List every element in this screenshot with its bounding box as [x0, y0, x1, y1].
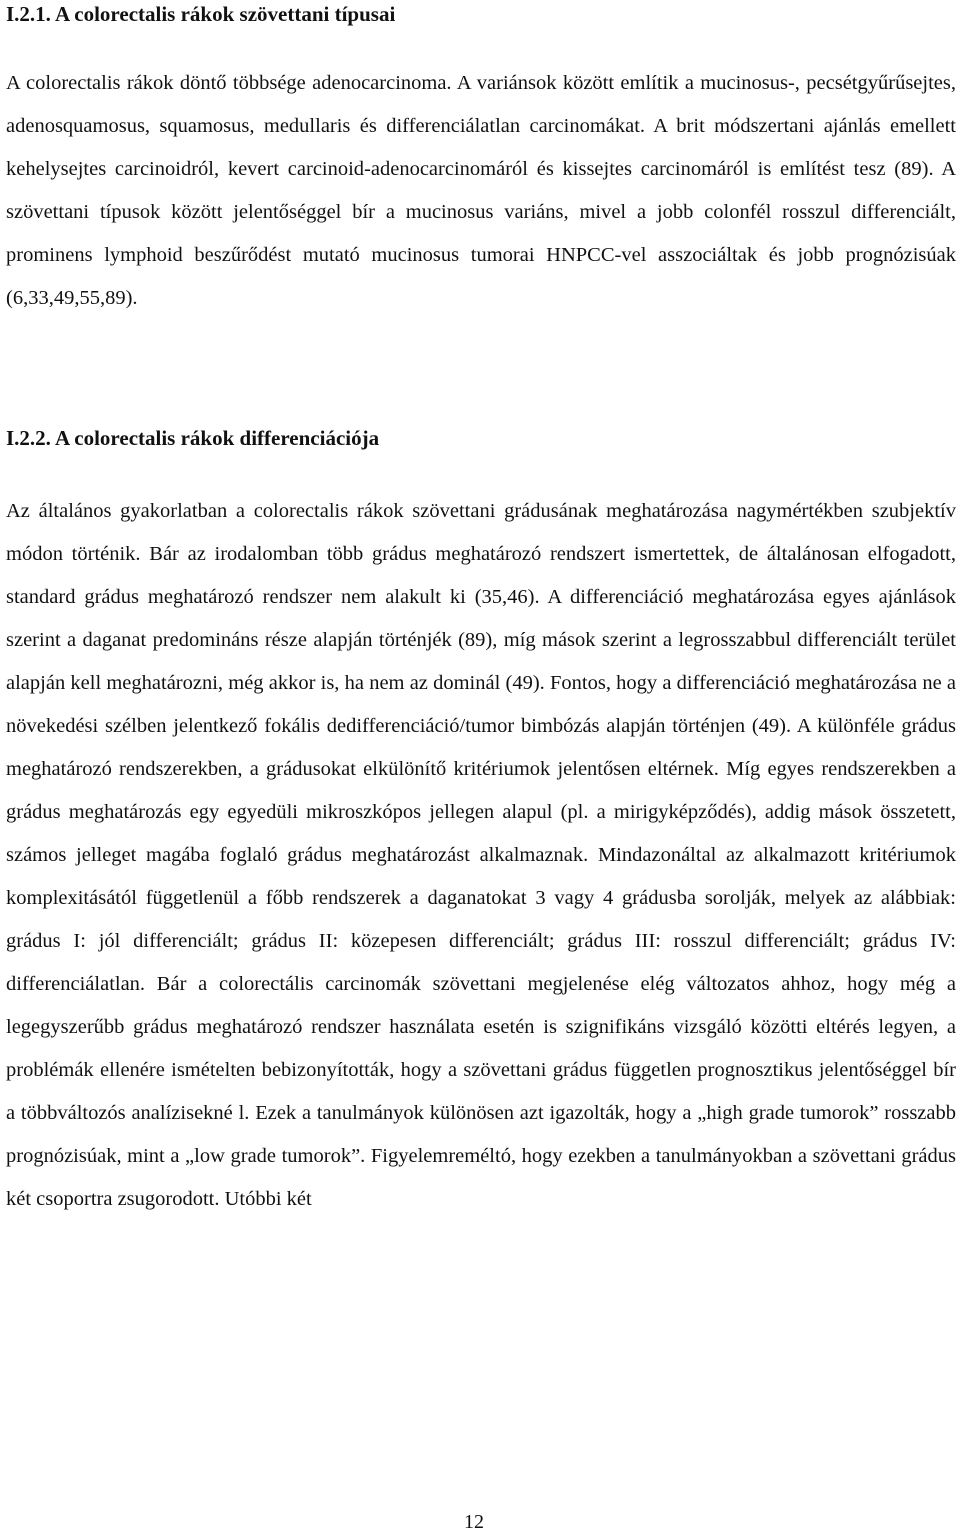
- section-paragraph-2-1: A colorectalis rákok döntő többsége adenocarcinoma. A variánsok között említik a mucinosus-, pecsétgyűrűsejtes, adenosquamosus, squamosus, medullaris és differenciálatlan carcinomákat. A brit módszertani ajánlás emellett kehelysejtes carcinoidról, kevert carcinoid-adenocarcinomáról és kissejtes carcinomáról is említést tesz (89). A szövettani típusok között jelentőséggel bír a mucinosus variáns, mivel a jobb colonfél rosszul differenciált, prominens lymphoid beszűrődést mutató mucinosus tumorai HNPCC-vel asszociáltak és jobb prognózisúak (6,33,49,55,89).: [6, 72, 956, 309]
- section-heading-2-1: I.2.1. A colorectalis rákok szövettani típusai: [6, 2, 396, 26]
- page-number: 12: [464, 1511, 484, 1533]
- section-paragraph-2-2: Az általános gyakorlatban a colorectalis rákok szövettani grádusának meghatározása nagymértékben szubjektív módon történik. Bár az irodalomban több grádus meghatározó rendszert ismertettek, de általánosan elfogadott, standard grádus meghatározó rendszer nem alakult ki (35,46). A differenciáció meghatározása egyes ajánlások szerint a daganat predomináns része alapján történjék (89), míg mások szerint a legrosszabbul differenciált terület alapján kell meghatározni, még akkor is, ha nem az dominál (49). Fontos, hogy a differenciáció meghatározása ne a növekedési szélben jelentkező fokális dedifferenciáció/tumor bimbózás alapján történjen (49). A különféle grádus meghatározó rendszerekben, a grádusokat elkülönítő kritériumok jelentősen eltérnek. Míg egyes rendszerekben a grádus meghatározás egy egyedüli mikroszkópos jellegen alapul (pl. a mirigyképződés), addig mások összetett, számos jelleget magába foglaló grádus meghatározást alkalmaznak. Mindazonáltal az alkalmazott kritériumok komplexitásától függetlenül a főbb rendszerek a daganatokat 3 vagy 4 grádusba sorolják, melyek az alábbiak: grádus I: jól differenciált; grádus II: közepesen differenciált; grádus III: rosszul differenciált; grádus IV: differenciálatlan. Bár a colorectális carcinomák szövettani megjelenése elég változatos ahhoz, hogy még a legegyszerűbb grádus meghatározó rendszer használata esetén is szignifikáns vizsgáló közötti eltérés legyen, a problémák ellenére ismételten bebizonyították, hogy a szövettani grádus független prognosztikus jelentőséggel bír a többváltozós analízisekné l. Ezek a tanulmányok különösen azt igazolták, hogy a „high grade tumorok” rosszabb prognózisúak, mint a „low grade tumorok”. Figyelemreméltó, hogy ezekben a tanulmányokban a szövettani grádus két csoportra zsugorodott. Utóbbi két: [6, 500, 956, 1210]
- section-heading-2-2: I.2.2. A colorectalis rákok differenciációja: [6, 426, 380, 450]
